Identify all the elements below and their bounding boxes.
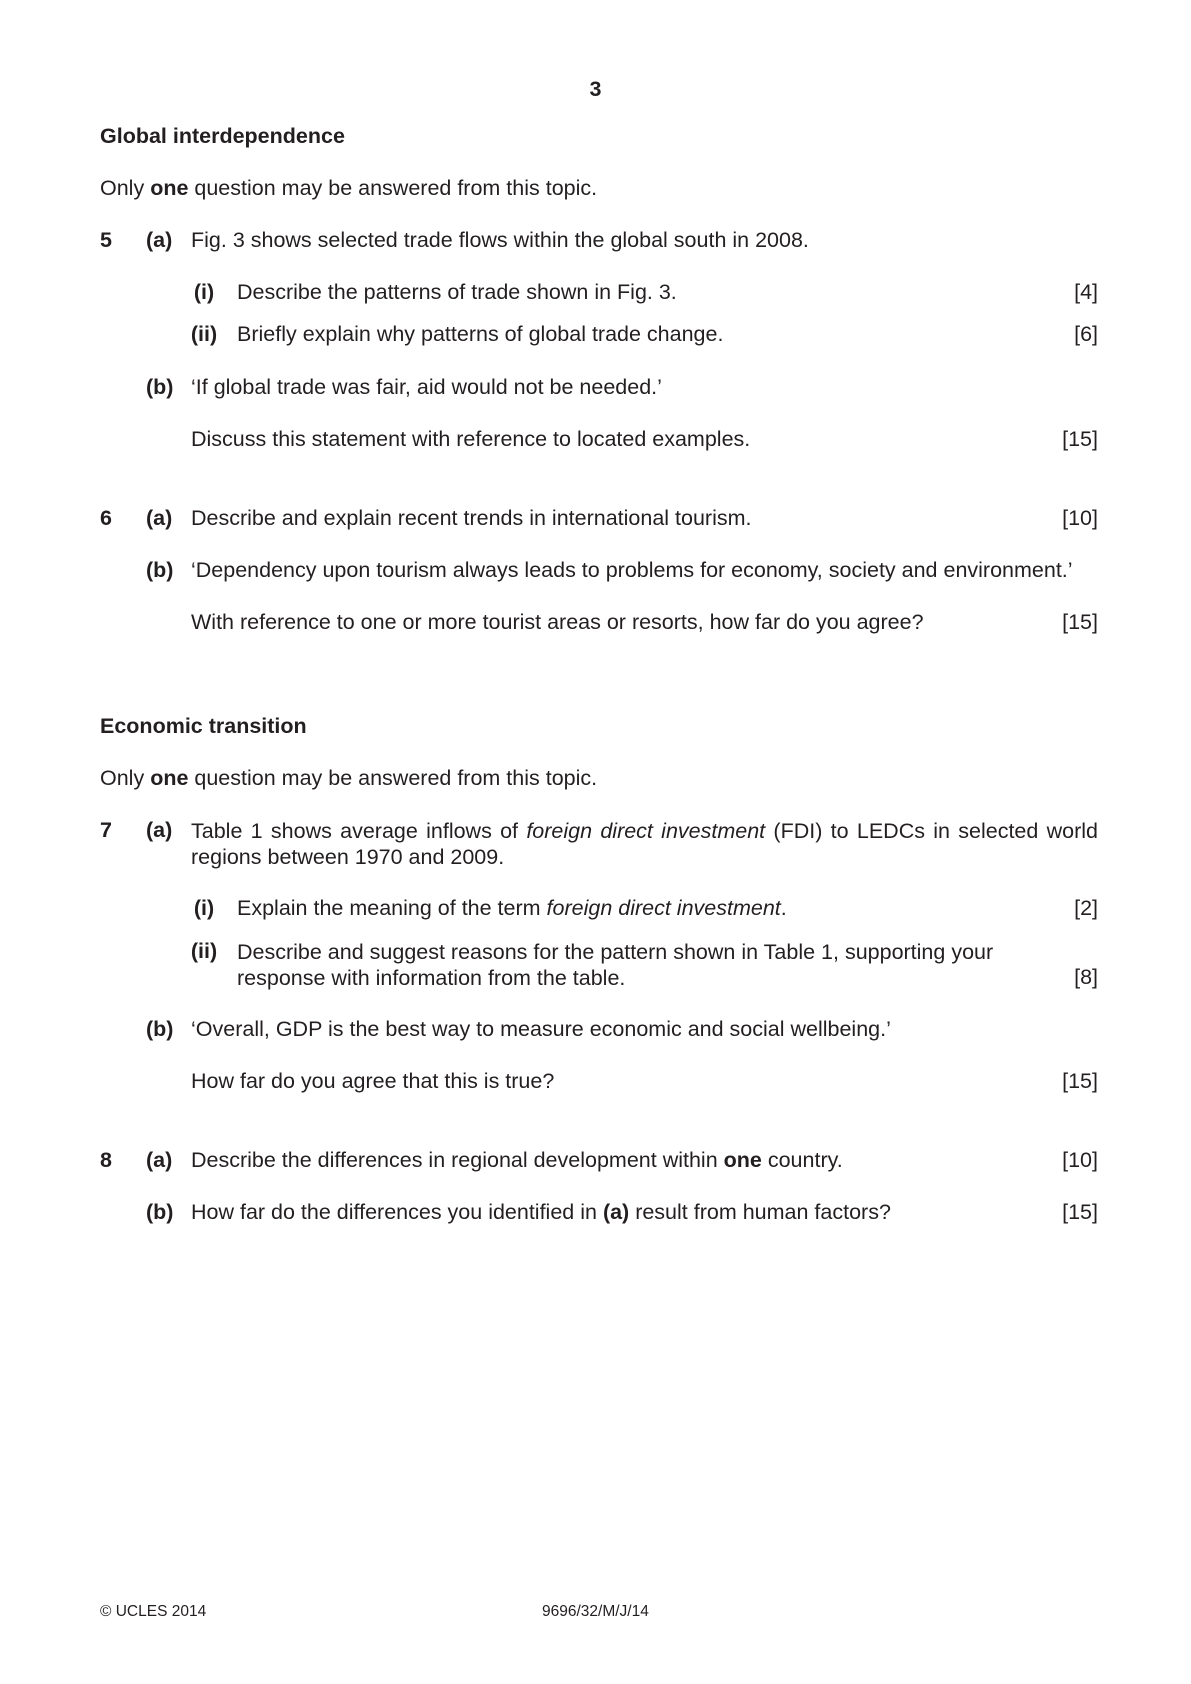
- question-6b-quote: ‘Dependency upon tourism always leads to problems for economy, society and environment.’: [191, 558, 1073, 582]
- question-5b-text: Discuss this statement with reference to located examples.: [191, 427, 751, 451]
- part-label-8b: (b): [146, 1200, 174, 1224]
- question-8a-text: Describe the differences in regional development within one country.: [191, 1148, 843, 1172]
- question-7b-quote: ‘Overall, GDP is the best way to measure economic and social wellbeing.’: [191, 1017, 891, 1041]
- marks-5ai: [4]: [1074, 280, 1098, 304]
- part-label-7b: (b): [146, 1017, 174, 1041]
- question-5a-text: Fig. 3 shows selected trade flows within the global south in 2008.: [191, 228, 809, 252]
- question-number-5: 5: [100, 228, 112, 252]
- question-5aii-text: Briefly explain why patterns of global trade change.: [237, 322, 724, 346]
- section-heading-global-interdependence: Global interdependence: [100, 124, 345, 148]
- question-7a-text: Table 1 shows average inflows of foreign direct investment (FDI) to LEDCs in selected world regions between 1970 and 2009.: [191, 819, 1098, 869]
- marks-7ai: [2]: [1074, 896, 1098, 920]
- marks-7aii: [8]: [1074, 965, 1098, 989]
- question-number-7: 7: [100, 818, 112, 842]
- part-label-5b: (b): [146, 375, 174, 399]
- footer-copyright: © UCLES 2014: [100, 1603, 207, 1620]
- marks-5aii: [6]: [1074, 322, 1098, 346]
- question-8b-text: How far do the differences you identified in (a) result from human factors?: [191, 1200, 891, 1224]
- page-number: 3: [589, 77, 602, 101]
- footer-paper-code: 9696/32/M/J/14: [542, 1603, 649, 1620]
- part-label-8a: (a): [146, 1148, 173, 1172]
- question-6a-text: Describe and explain recent trends in international tourism.: [191, 506, 752, 530]
- section-heading-economic-transition: Economic transition: [100, 714, 307, 738]
- question-6b-text: With reference to one or more tourist areas or resorts, how far do you agree?: [191, 610, 924, 634]
- question-number-6: 6: [100, 506, 112, 530]
- question-7aii-text: Describe and suggest reasons for the pattern shown in Table 1, supporting your response with information from the table.: [237, 940, 994, 990]
- question-7b-text: How far do you agree that this is true?: [191, 1069, 555, 1093]
- marks-6a: [10]: [1062, 506, 1098, 530]
- part-label-7a: (a): [146, 818, 173, 842]
- question-7ai-text: Explain the meaning of the term foreign direct investment.: [237, 896, 787, 920]
- section-intro: Only one question may be answered from this topic.: [100, 176, 598, 200]
- marks-5b: [15]: [1062, 427, 1098, 451]
- subpart-label-5aii: (ii): [190, 322, 218, 346]
- subpart-label-7ai: (i): [193, 896, 215, 920]
- marks-7b: [15]: [1062, 1069, 1098, 1093]
- part-label-6a: (a): [146, 506, 173, 530]
- section-intro: Only one question may be answered from this topic.: [100, 766, 598, 790]
- question-5b-quote: ‘If global trade was fair, aid would not be needed.’: [191, 375, 662, 399]
- part-label-5a: (a): [146, 228, 173, 252]
- marks-8b: [15]: [1062, 1200, 1098, 1224]
- marks-8a: [10]: [1062, 1148, 1098, 1172]
- question-number-8: 8: [100, 1148, 112, 1172]
- subpart-label-5ai: (i): [193, 280, 215, 304]
- part-label-6b: (b): [146, 558, 174, 582]
- marks-6b: [15]: [1062, 610, 1098, 634]
- subpart-label-7aii: (ii): [190, 939, 218, 963]
- question-5ai-text: Describe the patterns of trade shown in Fig. 3.: [237, 280, 677, 304]
